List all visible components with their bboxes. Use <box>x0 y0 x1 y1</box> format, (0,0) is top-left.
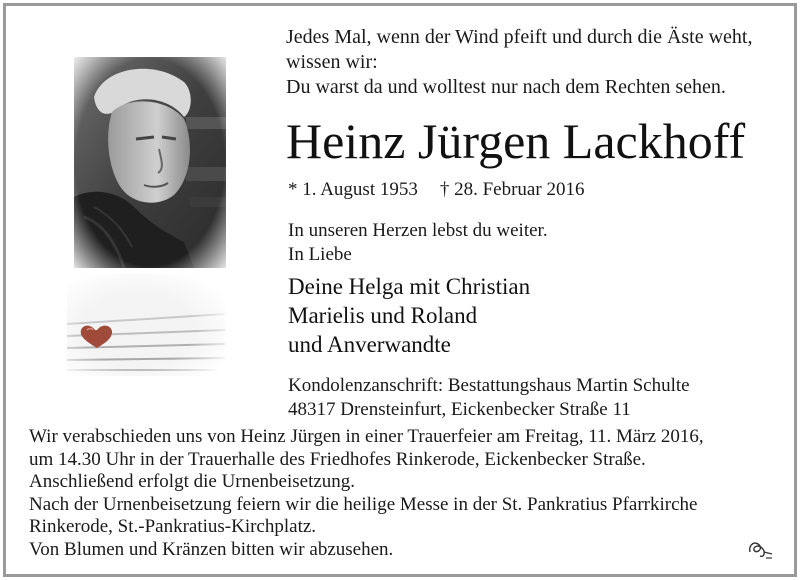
service-line: um 14.30 Uhr in der Trauerhalle des Friedhofes Rinkerode, Eickenbecker Straße. <box>29 448 646 470</box>
address-line: 48317 Drensteinfurt, Eickenbecker Straße 11 <box>288 399 631 420</box>
heart-on-wood-photo <box>67 274 225 376</box>
address-line: Kondolenzanschrift: Bestattungshaus Martin Schulte <box>288 375 690 396</box>
service-line: Anschließend erfolgt die Urnenbeisetzung. <box>29 471 356 492</box>
life-dates <box>288 177 584 203</box>
memory-line: In Liebe <box>288 244 352 265</box>
mourners-list <box>288 272 530 359</box>
death-date: † 28. Februar 2016 <box>439 179 585 200</box>
service-line: Wir verabschieden uns von Heinz Jürgen in einer Trauerfeier am Freitag, 11. März 2016, <box>29 426 704 447</box>
poem-line: wissen wir: <box>286 51 378 73</box>
condolence-address <box>288 374 690 422</box>
birth-date: * 1. August 1953 <box>288 179 418 200</box>
service-line: Rinkerode, St.-Pankratius-Kirchplatz. <box>29 516 317 537</box>
portrait-photo <box>74 57 226 268</box>
service-line: Von Blumen und Kränzen bitten wir abzusehen. <box>29 538 394 560</box>
mourner-line: Marielis und Roland <box>288 303 478 328</box>
memory-text <box>288 219 548 267</box>
mourner-line: und Anverwandte <box>288 332 451 357</box>
poem-line: Jedes Mal, wenn der Wind pfeift und durch die Äste weht, <box>286 26 753 48</box>
poem-text <box>286 25 786 100</box>
obituary-notice <box>3 3 797 577</box>
poem-line: Du warst da und wolltest nur nach dem Rechten sehen. <box>286 76 726 98</box>
deceased-name: Heinz Jürgen Lackhoff <box>286 113 746 169</box>
memory-line: In unseren Herzen lebst du weiter. <box>288 220 548 241</box>
service-line: Nach der Urnenbeisetzung feiern wir die heilige Messe in der St. Pankratius Pfarrkirche <box>29 493 698 515</box>
service-details <box>29 426 789 561</box>
mourner-line: Deine Helga mit Christian <box>288 274 531 299</box>
